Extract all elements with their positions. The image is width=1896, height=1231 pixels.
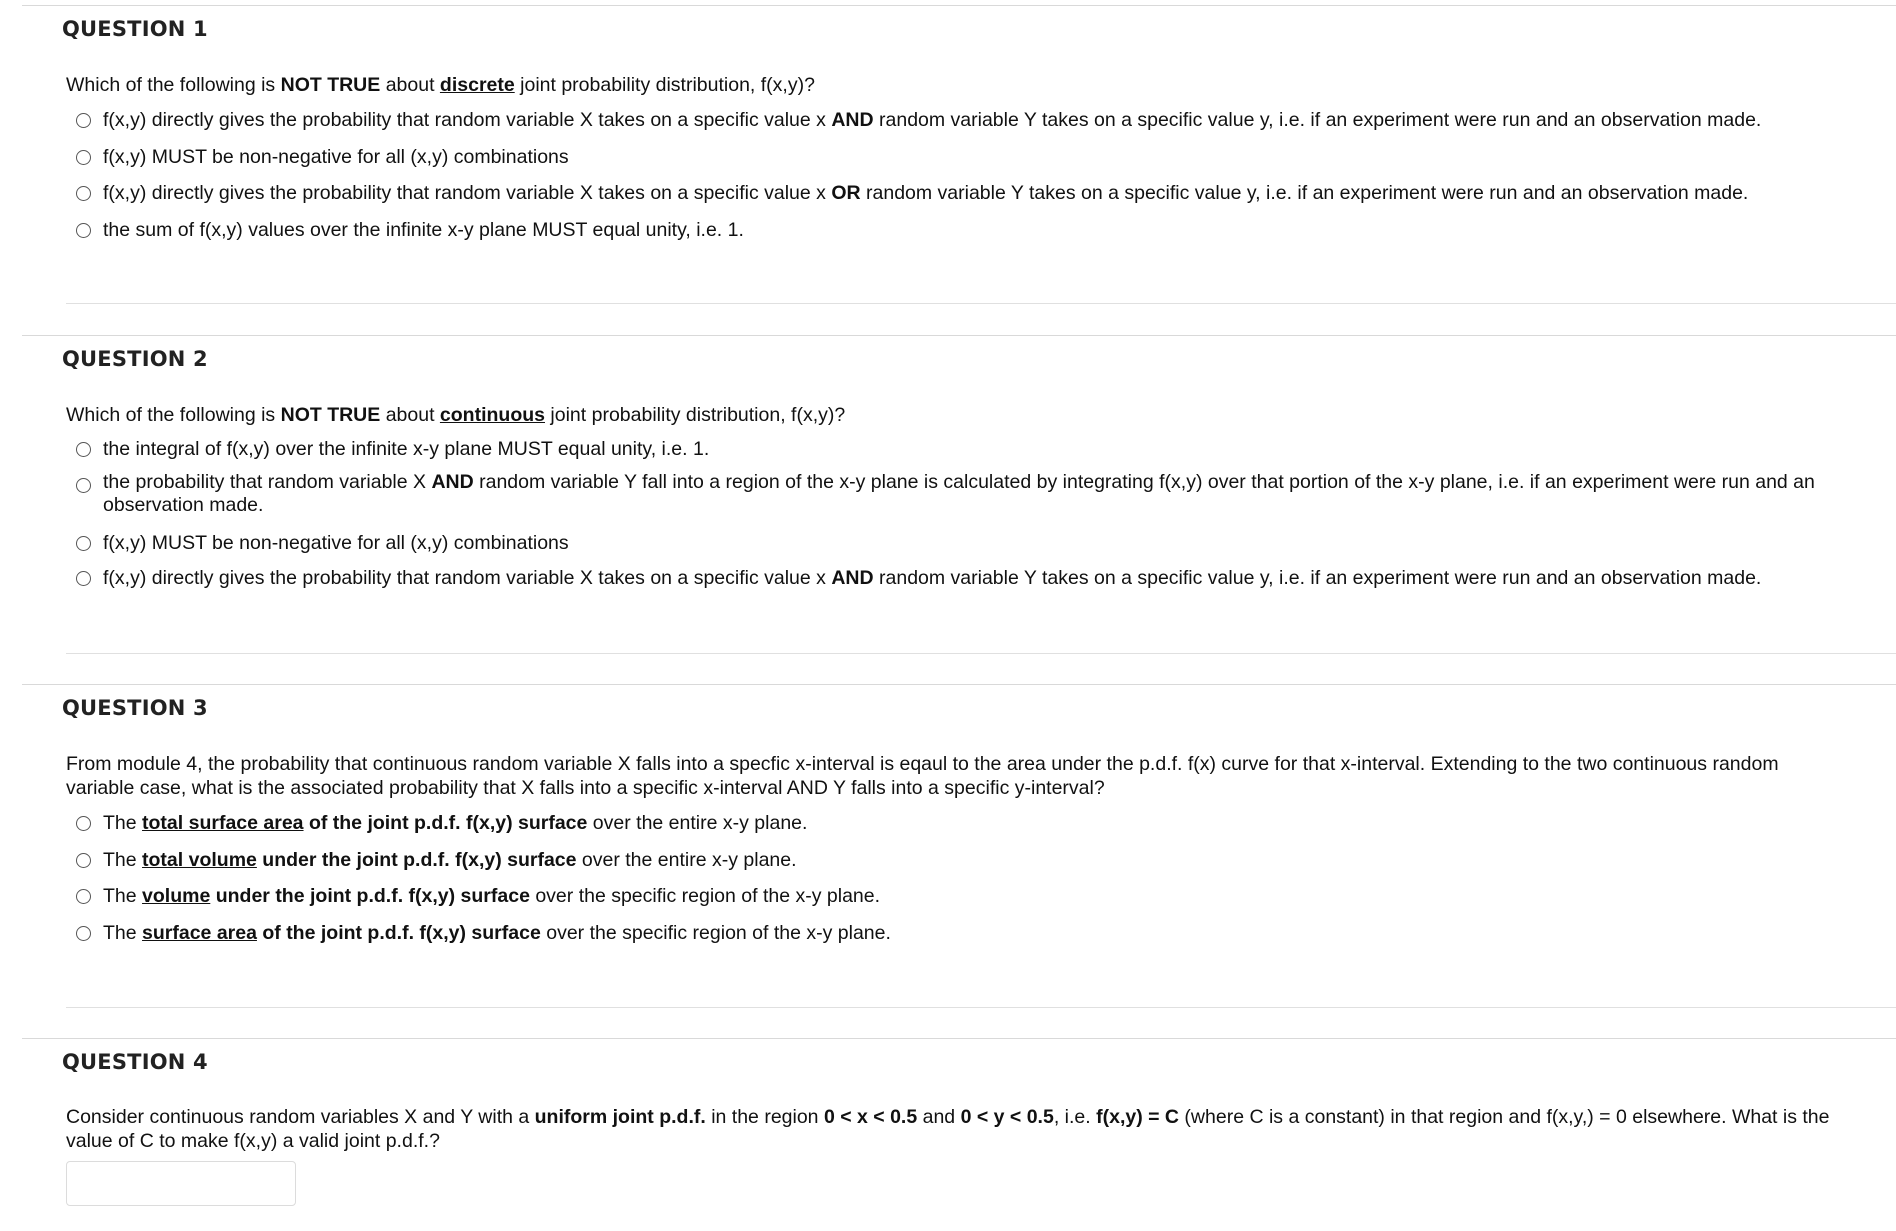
radio-button[interactable] <box>76 113 91 128</box>
question-1-option-4[interactable] <box>76 219 1856 242</box>
question-2-option-2[interactable] <box>76 471 1856 517</box>
option-label: The total volume under the joint p.d.f. f(x,y) surface over the entire x-y plane. <box>103 849 797 871</box>
radio-button[interactable] <box>76 150 91 165</box>
option-label: The surface area of the joint p.d.f. f(x,y) surface over the specific region of the x-y plane. <box>103 922 891 944</box>
radio-button[interactable] <box>76 442 91 457</box>
radio-button[interactable] <box>76 571 91 586</box>
question-3-option-4[interactable] <box>76 922 1856 945</box>
question-3-option-3[interactable] <box>76 885 1856 908</box>
divider <box>66 653 1896 654</box>
option-label: the probability that random variable X AND random variable Y fall into a region of the x-y plane is calculated by integrating f(x,y) over that portion of the x-y plane, i.e. if an experiment were run and an observation made. <box>103 471 1815 516</box>
radio-button[interactable] <box>76 816 91 831</box>
question-4-title: QUESTION 4 <box>62 1050 208 1074</box>
question-2-prompt: Which of the following is NOT TRUE about continuous joint probability distribution, f(x,y)? <box>66 404 846 426</box>
option-label: f(x,y) directly gives the probability that random variable X takes on a specific value x AND random variable Y takes on a specific value y, i.e. if an experiment were run and an observation made. <box>103 567 1762 589</box>
question-2-option-4[interactable] <box>76 567 1856 590</box>
divider <box>66 303 1896 304</box>
radio-button[interactable] <box>76 478 91 493</box>
question-1-title: QUESTION 1 <box>62 17 208 41</box>
question-4-prompt: Consider continuous random variables X and Y with a uniform joint p.d.f. in the region 0 < x < 0.5 and 0 < y < 0.5, i.e. f(x,y) = C (where C is a constant) in that region and f(x,y,) = 0 elsewhere. What is the value of C to make f(x,y) a valid joint p.d.f.? <box>66 1106 1830 1152</box>
answer-input[interactable] <box>66 1161 296 1206</box>
radio-button[interactable] <box>76 853 91 868</box>
radio-button[interactable] <box>76 926 91 941</box>
radio-button[interactable] <box>76 536 91 551</box>
question-3-option-2[interactable] <box>76 849 1856 872</box>
option-label: f(x,y) directly gives the probability that random variable X takes on a specific value x OR random variable Y takes on a specific value y, i.e. if an experiment were run and an observation made. <box>103 182 1749 204</box>
option-label: f(x,y) directly gives the probability that random variable X takes on a specific value x AND random variable Y takes on a specific value y, i.e. if an experiment were run and an observation made. <box>103 109 1762 131</box>
divider <box>66 1007 1896 1008</box>
radio-button[interactable] <box>76 223 91 238</box>
question-3-title: QUESTION 3 <box>62 696 208 720</box>
question-1-option-1[interactable] <box>76 109 1856 132</box>
question-3-prompt: From module 4, the probability that continuous random variable X falls into a specfic x-interval is eqaul to the area under the p.d.f. f(x) curve for that x-interval. Extending to the two continuous random variable case, what is the associated probability that X falls into a specific x-interval AND Y falls into a specific y-interval? <box>66 753 1779 799</box>
option-label: the sum of f(x,y) values over the infinite x-y plane MUST equal unity, i.e. 1. <box>103 219 744 241</box>
option-label: f(x,y) MUST be non-negative for all (x,y) combinations <box>103 532 569 554</box>
question-3-option-1[interactable] <box>76 812 1856 835</box>
option-label: The volume under the joint p.d.f. f(x,y) surface over the specific region of the x-y plane. <box>103 885 881 907</box>
question-2-option-3[interactable] <box>76 532 1856 555</box>
option-label: The total surface area of the joint p.d.f. f(x,y) surface over the entire x-y plane. <box>103 812 808 834</box>
question-2-option-1[interactable] <box>76 438 1856 461</box>
radio-button[interactable] <box>76 889 91 904</box>
option-label: f(x,y) MUST be non-negative for all (x,y) combinations <box>103 146 569 168</box>
question-1-option-2[interactable] <box>76 146 1856 169</box>
radio-button[interactable] <box>76 186 91 201</box>
option-label: the integral of f(x,y) over the infinite x-y plane MUST equal unity, i.e. 1. <box>103 438 710 460</box>
question-3 <box>22 684 1896 1008</box>
question-1-prompt: Which of the following is NOT TRUE about discrete joint probability distribution, f(x,y)? <box>66 74 815 96</box>
question-2-title: QUESTION 2 <box>62 347 208 371</box>
question-1-option-3[interactable] <box>76 182 1856 205</box>
